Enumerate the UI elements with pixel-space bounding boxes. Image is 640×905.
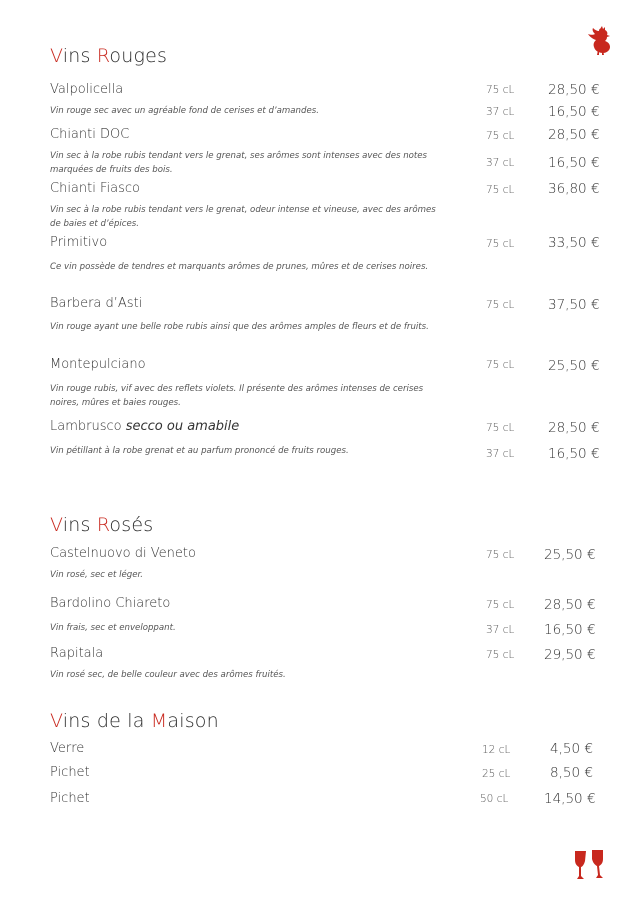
section-title-vins-maison: Vins de la Maison bbox=[50, 710, 219, 732]
wine-name: Rapitala bbox=[50, 646, 104, 661]
wine-volume: 75 cL bbox=[486, 422, 515, 434]
wine-volume: 37 cL bbox=[486, 106, 515, 118]
wine-name: Castelnuovo di Veneto bbox=[50, 546, 196, 561]
wine-name: Valpolicella bbox=[50, 82, 124, 97]
wine-volume: 75 cL bbox=[486, 359, 515, 371]
wine-name: Montepulciano bbox=[50, 357, 146, 372]
wine-description: Vin rosé, sec et léger. bbox=[50, 570, 143, 580]
wine-volume: 75 cL bbox=[486, 238, 515, 250]
wine-volume: 75 cL bbox=[486, 299, 515, 311]
wine-description: Vin rouge rubis, vif avec des reflets violets. Il présente des arômes intenses de cerises noires, mûres et baies rouges. bbox=[50, 384, 424, 408]
wine-volume: 50 cL bbox=[480, 793, 509, 805]
wine-volume: 75 cL bbox=[486, 84, 515, 96]
wine-description: Vin sec à la robe rubis tendant vers le grenat, odeur intense et vineuse, avec des arômes de baies et d’épices. bbox=[50, 205, 436, 229]
wine-price: 25,50 € bbox=[544, 547, 596, 563]
wine-price: 29,50 € bbox=[544, 647, 596, 663]
wine-description: Vin rouge sec avec un agréable fond de cerises et d’amandes. bbox=[50, 106, 319, 116]
wine-glasses-icon bbox=[572, 848, 608, 884]
wine-name: Barbera d’Asti bbox=[50, 296, 143, 311]
wine-price: 36,80 € bbox=[548, 181, 600, 197]
wine-volume: 25 cL bbox=[482, 768, 511, 780]
wine-volume: 75 cL bbox=[486, 549, 515, 561]
wine-volume: 75 cL bbox=[486, 599, 515, 611]
wine-volume: 12 cL bbox=[482, 744, 511, 756]
wine-description: Vin frais, sec et enveloppant. bbox=[50, 623, 176, 633]
wine-description: Vin pétillant à la robe grenat et au parfum prononcé de fruits rouges. bbox=[50, 446, 349, 456]
section-title-vins-rouges: Vins Rouges bbox=[50, 45, 168, 67]
wine-price: 28,50 € bbox=[548, 127, 600, 143]
section-title-vins-roses: Vins Rosés bbox=[50, 514, 154, 536]
wine-name: Pichet bbox=[50, 765, 90, 780]
wine-price: 28,50 € bbox=[548, 82, 600, 98]
wine-price: 28,50 € bbox=[548, 420, 600, 436]
wine-price: 16,50 € bbox=[548, 446, 600, 462]
wine-name: Lambrusco secco ou amabile bbox=[50, 419, 240, 434]
wine-name-italic: secco ou amabile bbox=[125, 419, 240, 434]
wine-name: Chianti Fiasco bbox=[50, 181, 140, 196]
wine-name: Bardolino Chiareto bbox=[50, 596, 171, 611]
wine-volume: 75 cL bbox=[486, 130, 515, 142]
wine-name: Primitivo bbox=[50, 235, 108, 250]
wine-volume: 37 cL bbox=[486, 448, 515, 460]
wine-name: Pichet bbox=[50, 791, 90, 806]
wine-price: 28,50 € bbox=[544, 597, 596, 613]
wine-volume: 37 cL bbox=[486, 157, 515, 169]
wine-price: 33,50 € bbox=[548, 235, 600, 251]
wine-name: Chianti DOC bbox=[50, 127, 130, 142]
wine-description: Vin rouge ayant une belle robe rubis ainsi que des arômes amples de fleurs et de fruits. bbox=[50, 322, 429, 332]
wine-price: 25,50 € bbox=[548, 358, 600, 374]
wine-price: 8,50 € bbox=[550, 765, 593, 781]
wine-description: Vin sec à la robe rubis tendant vers le grenat, ses arômes sont intenses avec des notes marquées de fruits des bois. bbox=[50, 151, 428, 175]
wine-price: 37,50 € bbox=[548, 297, 600, 313]
wine-price: 16,50 € bbox=[544, 622, 596, 638]
wine-price: 16,50 € bbox=[548, 104, 600, 120]
wine-price: 16,50 € bbox=[548, 155, 600, 171]
rooster-icon bbox=[586, 26, 614, 56]
wine-description: Ce vin possède de tendres et marquants arômes de prunes, mûres et de cerises noires. bbox=[50, 262, 429, 272]
wine-volume: 75 cL bbox=[486, 184, 515, 196]
wine-volume: 37 cL bbox=[486, 624, 515, 636]
wine-description: Vin rosé sec, de belle couleur avec des arômes fruités. bbox=[50, 670, 286, 680]
wine-price: 4,50 € bbox=[550, 741, 593, 757]
wine-name: Verre bbox=[50, 741, 85, 756]
wine-price: 14,50 € bbox=[544, 791, 596, 807]
wine-volume: 75 cL bbox=[486, 649, 515, 661]
